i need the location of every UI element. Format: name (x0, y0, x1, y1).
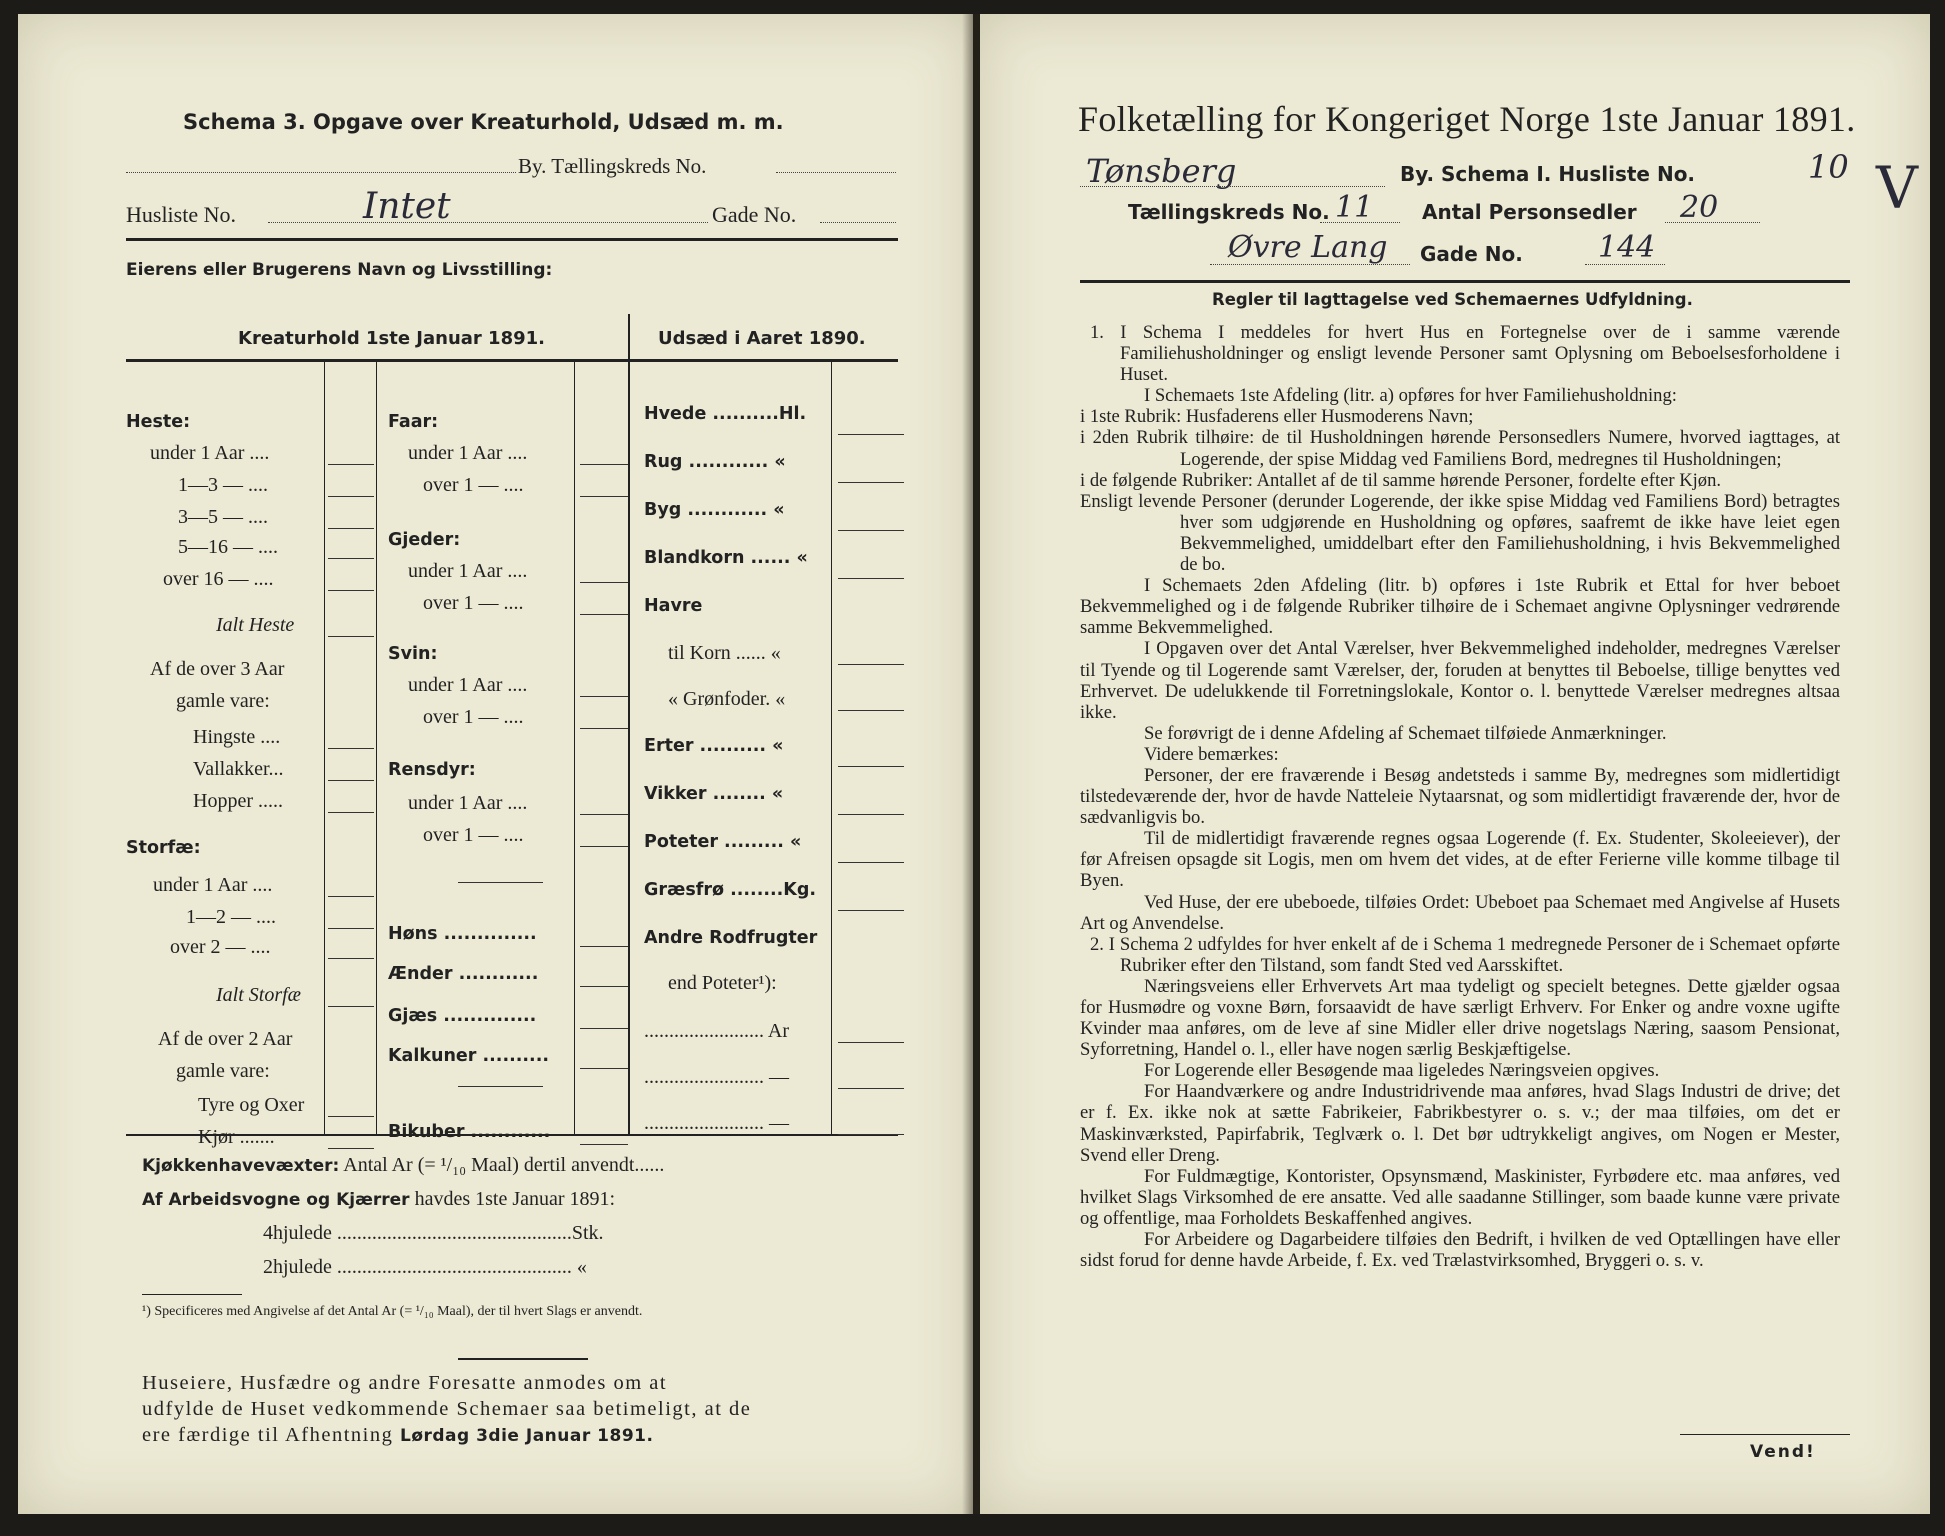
col1-row: 1—2 — .... (186, 906, 276, 928)
col3-row: Vikker ........ « (644, 784, 784, 804)
rule-paragraph: 1. I Schema I meddeles for hvert Hus en Fortegnelse over de i samme værende Familiehusholdninger og ensligt levende Personer samt Oplysning om Beboelsesforholdene i Huset. (1090, 322, 1840, 386)
col2-row: Ænder ............ (388, 964, 539, 984)
rules-body (1080, 322, 1840, 1271)
left-page (18, 14, 973, 1514)
col3-row: ........................ Ar (644, 1020, 789, 1042)
gade-label-right: Gade No. (1420, 242, 1523, 266)
rule-paragraph: i 2den Rubrik tilhøire: de til Husholdningen hørende Personsedlers Numere, hvorved iagttages, at Logerende, der spise Middag ved Familiens Bord, medregnes til Husholdningen; (1080, 427, 1840, 470)
entry-line[interactable] (580, 1144, 628, 1145)
entry-line[interactable] (328, 1148, 374, 1149)
town-handwritten: Tønsberg (1086, 152, 1237, 190)
rule-paragraph: Se forøvrigt de i denne Afdeling af Schemaet tilføiede Anmærkninger. (1144, 722, 1667, 744)
col2-row: Høns .............. (388, 924, 537, 944)
col1-row: Kjør ....... (198, 1126, 275, 1148)
census-title: Folketælling for Kongeriget Norge 1ste Januar 1891. (1078, 99, 1856, 139)
gade-number: 144 (1598, 230, 1656, 265)
kjokken-text: Antal Ar (= ¹/₁₀ Maal) dertil anvendt...... (343, 1154, 665, 1176)
fire-hjulede: 4hjulede ...............................................Stk. (263, 1222, 604, 1244)
entry-line[interactable] (580, 496, 628, 497)
col1-row: gamle vare: (176, 690, 270, 712)
by-schema-label: By. Schema I. Husliste No. (1400, 162, 1696, 186)
col2-row: Rensdyr: (388, 760, 476, 780)
divider-dash (458, 882, 543, 883)
col3-row: Erter .......... « (644, 736, 784, 756)
rules-title: Regler til Iagttagelse ved Schemaernes Udfyldning. (1212, 290, 1693, 309)
entry-line[interactable] (838, 664, 904, 665)
col1-row: under 1 Aar .... (153, 874, 273, 896)
col2-row: Faar: (388, 412, 439, 432)
col1-row: Ialt Heste (216, 614, 295, 636)
col2-row: over 1 — .... (423, 474, 524, 496)
col-line (831, 362, 832, 1134)
street-handwritten: Øvre Lang (1228, 230, 1388, 265)
entry-line[interactable] (838, 766, 904, 767)
col3-row: Andre Rodfrugter (644, 928, 818, 948)
notice-2: udfylde de Huset vedkommende Schemaer saa betimeligt, at de (142, 1398, 752, 1420)
col3-row: end Poteter¹): (668, 972, 777, 994)
udsaed-header: Udsæd i Aaret 1890. (658, 328, 866, 349)
entry-line[interactable] (328, 590, 374, 591)
col2-row: over 1 — .... (423, 706, 524, 728)
rule-paragraph: i de følgende Rubriker: Antallet af de til samme hørende Personer, fordelte efter Kjøn. (1080, 469, 1722, 491)
entry-line[interactable] (580, 814, 628, 815)
rule-paragraph: Til de midlertidigt fraværende regnes ogsaa Logerende (f. Ex. Studenter, Skoleeiever), der før Afreisen opsagde sit Logis, men om hvem det vides, at de efter Ferierne ville komme tilbage til Byen. (1080, 828, 1840, 892)
entry-line[interactable] (580, 1068, 628, 1069)
arbeid-line (142, 1188, 615, 1211)
kreds-line (1320, 222, 1400, 223)
entry-line[interactable] (580, 696, 628, 697)
rule-paragraph: For Haandværkere og andre Industridrivende maa anføres, hvad Slags Industri de drive; det er f. Ex. ikke nok at sætte Fabrikeier, Fabrikbestyrer o. s. v.; der maa tilføies, om det er Maskinværksted, Papirfabrik, Teglværk o. l. Det bør udtrykkeligt angives, om Nogen er Mester, Svend eller Dreng. (1080, 1081, 1840, 1166)
col3-row: Rug ............ « (644, 452, 786, 472)
col1-row: under 1 Aar .... (150, 442, 270, 464)
personsedler-label: Antal Personsedler (1422, 200, 1637, 224)
personsedler-number: 20 (1680, 190, 1719, 225)
husliste-label: Husliste No. (126, 202, 236, 227)
notice-3-line (142, 1424, 653, 1447)
entry-line[interactable] (328, 528, 374, 529)
rule-paragraph: Næringsveiens eller Erhvervets Art maa tydeligt og specielt betegnes. Dette gjælder ogsaa for Husmødre og voxne Børn, forsaavidt de have særligt Erhverv. For Enker og andre voxne ugifte Kvinder maa anføres, om de leve af sine Midler eller drive nogetslags Næring, saasom Pensionat, Syforretning, Handel o. l., eller have nogen særlig Beskjæftigelse. (1080, 975, 1840, 1061)
arbeid-label: Af Arbeidsvogne og Kjærrer (142, 1190, 410, 1210)
vend-rule (1680, 1434, 1850, 1435)
col1-row: Ialt Storfæ (216, 984, 302, 1006)
husliste-number: 10 (1808, 148, 1849, 186)
col2-row: over 1 — .... (423, 824, 524, 846)
entry-line[interactable] (838, 1088, 904, 1089)
col-line (376, 362, 377, 1134)
col2-row: under 1 Aar .... (408, 560, 528, 582)
col2-row: Bikuber ............ (388, 1122, 551, 1142)
col1-row: Af de over 2 Aar (158, 1028, 293, 1050)
notice-1: Huseiere, Husfædre og andre Foresatte anmodes om at (142, 1372, 668, 1394)
notice-rule (458, 1358, 588, 1360)
col2-row: Svin: (388, 644, 438, 664)
entry-line[interactable] (328, 558, 374, 559)
entry-line[interactable] (328, 1006, 374, 1007)
col1-row: over 16 — .... (163, 568, 274, 590)
entry-line[interactable] (328, 1116, 374, 1117)
entry-line[interactable] (580, 464, 628, 465)
entry-line[interactable] (328, 464, 374, 465)
entry-line[interactable] (328, 636, 374, 637)
kreaturhold-header: Kreaturhold 1ste Januar 1891. (238, 328, 545, 349)
col3-row: Poteter ......... « (644, 832, 802, 852)
entry-line[interactable] (580, 846, 628, 847)
entry-line[interactable] (838, 862, 904, 863)
entry-line[interactable] (838, 482, 904, 483)
entry-line[interactable] (328, 928, 374, 929)
arbeid-text: havdes 1ste Januar 1891: (414, 1188, 616, 1210)
col1-row: Hingste .... (193, 726, 281, 748)
gade-line (820, 222, 896, 223)
col3-row: ........................ — (644, 1066, 789, 1088)
col3-row: Græsfrø ........Kg. (644, 880, 817, 900)
husliste-handwritten: Intet (363, 186, 451, 227)
right-header-rule (1080, 280, 1850, 283)
col2-row: Gjæs .............. (388, 1006, 537, 1026)
town-line (1080, 186, 1385, 187)
kreds-number: 11 (1335, 190, 1374, 225)
entry-line[interactable] (580, 728, 628, 729)
col3-row: Byg ............ « (644, 500, 785, 520)
gade-line-right (1585, 264, 1665, 265)
col1-row: Storfæ: (126, 838, 201, 858)
personsedler-line (1665, 222, 1760, 223)
entry-line[interactable] (580, 582, 628, 583)
col3-row: Blandkorn ...... « (644, 548, 808, 568)
col3-row: Havre (644, 596, 703, 616)
col3-row: « Grønfoder. « (668, 688, 786, 710)
notice-date: Lørdag 3die Januar 1891. (399, 1426, 654, 1446)
rule-paragraph: I Schemaets 2den Afdeling (litr. b) opføres i 1ste Rubrik et Ettal for hver beboet Bekvemmelighed og i de følgende Rubriker tilhøire de i Schemaet angivne Oplysninger vedrørende samme Bekvemmelighed. (1080, 575, 1840, 639)
entry-line[interactable] (838, 1134, 904, 1135)
rule-paragraph: 2. I Schema 2 udfyldes for hver enkelt af de i Schema 1 medregnede Personer de i Schemaet opførte Rubriker efter den Tilstand, som fandt Sted ved Aarsskiftet. (1090, 933, 1840, 976)
col1-row: gamle vare: (176, 1060, 270, 1082)
entry-line[interactable] (838, 910, 904, 911)
col1-row: 3—5 — .... (178, 506, 268, 528)
footnote-rule (142, 1294, 242, 1295)
col1-row: Vallakker... (193, 758, 284, 780)
entry-line[interactable] (838, 710, 904, 711)
street-line (1210, 264, 1410, 265)
rule-paragraph: Ensligt levende Personer (derunder Logerende, der ikke spise Middag ved Familiens Bord) betragtes hver som udgjørende en Husholdning og opføres, saafremt de ikke have leiet egen Bekvemmelighed, umiddelbart efter den Familiehusholdning, i hvis Bekvemmelighed de bo. (1080, 490, 1840, 576)
col2-row: Kalkuner .......... (388, 1046, 549, 1066)
vend-label: Vend! (1750, 1442, 1816, 1462)
entry-line[interactable] (328, 496, 374, 497)
entry-line[interactable] (580, 1028, 628, 1029)
rule-paragraph: I Schemaets 1ste Afdeling (litr. a) opføres for hver Familiehusholdning: (1144, 385, 1677, 407)
husliste-line (268, 222, 708, 223)
col-line (628, 314, 630, 1134)
rule-paragraph: Ved Huse, der ere ubeboede, tilføies Ordet: Ubeboet paa Schemaet med Angivelse af Husets Art og Anvendelse. (1080, 891, 1840, 934)
col1-row: Hopper ..... (193, 790, 283, 812)
kjokken-line (142, 1154, 664, 1177)
col3-row: til Korn ...... « (668, 642, 781, 664)
rule-paragraph: For Logerende eller Besøgende maa ligeledes Næringsveien opgives. (1144, 1060, 1660, 1082)
by-line (126, 172, 516, 173)
divider-dash (458, 1086, 543, 1087)
check-mark: V (1876, 154, 1918, 222)
col1-row: over 2 — .... (170, 936, 271, 958)
col3-row: Hvede ..........Hl. (644, 404, 807, 424)
col-line (324, 362, 325, 1134)
gade-label: Gade No. (712, 202, 797, 227)
entry-line[interactable] (838, 814, 904, 815)
kjokken-label: Kjøkkenhavevæxter: (142, 1156, 340, 1176)
kreds-line (776, 172, 896, 173)
by-label: By. Tællingskreds No. (518, 154, 707, 178)
footnote: ¹) Specificeres med Angivelse af det Antal Ar (= ¹/₁₀ Maal), der til hvert Slags er anvendt. (142, 1304, 643, 1319)
owner-label: Eierens eller Brugerens Navn og Livsstilling: (126, 260, 553, 280)
col1-row: Af de over 3 Aar (150, 658, 285, 680)
entry-line[interactable] (838, 578, 904, 579)
col3-row: ........................ — (644, 1112, 789, 1134)
entry-line[interactable] (580, 614, 628, 615)
col1-row: Heste: (126, 412, 191, 432)
col2-row: under 1 Aar .... (408, 792, 528, 814)
col2-row: under 1 Aar .... (408, 442, 528, 464)
entry-line[interactable] (580, 946, 628, 947)
col2-row: Gjeder: (388, 530, 461, 550)
entry-line[interactable] (328, 780, 374, 781)
col1-row: 5—16 — .... (178, 536, 278, 558)
entry-line[interactable] (838, 1042, 904, 1043)
entry-line[interactable] (838, 434, 904, 435)
col2-row: over 1 — .... (423, 592, 524, 614)
right-page (980, 14, 1930, 1514)
to-hjulede: 2hjulede ............................................... « (263, 1256, 587, 1278)
notice-3: ere færdige til Afhentning (142, 1424, 394, 1446)
rule-paragraph: Personer, der ere fraværende i Besøg andetsteds i samme By, medregnes som midlertidigt tilstedeværende der, hvor de havde Natteleie Nytaarsnat, og som midlertidigt fraværende der, hvor de sædvanligvis bo. (1080, 764, 1840, 829)
entry-line[interactable] (580, 986, 628, 987)
entry-line[interactable] (328, 896, 374, 897)
col-line (574, 362, 575, 1134)
rule-paragraph: I Opgaven over det Antal Værelser, hver Bekvemmelighed indeholder, medregnes Værelser til Tyende og til Logerende samt Værelser, der, foruden at benyttes til Beboelse, tillige benyttes ved Erhvervet. De udelukkende til Forretningslokale, Kontor o. l. benyttede Værelser medregnes altsaa ikke. (1080, 638, 1840, 723)
header-rule (126, 238, 898, 241)
col1-row: 1—3 — .... (178, 474, 268, 496)
rule-paragraph: For Fuldmægtige, Kontorister, Opsynsmænd, Maskinister, Fyrbødere etc. maa anføres, ved hvilket Slags Virksomhed de ere ansatte. Ved alle saadanne Stillinger, som baade kunne være private og offentlige, maa Forholdets Beskaffenhed angives. (1080, 1165, 1840, 1229)
col2-row: under 1 Aar .... (408, 674, 528, 696)
rule-paragraph: Videre bemærkes: (1144, 743, 1279, 765)
entry-line[interactable] (328, 958, 374, 959)
schema3-title: Schema 3. Opgave over Kreaturhold, Udsæd m. m. (183, 110, 784, 134)
kreds-label: Tællingskreds No. (1128, 200, 1330, 224)
entry-line[interactable] (328, 812, 374, 813)
rule-paragraph: For Arbeidere og Dagarbeidere tilføies den Bedrift, i hvilken de ved Optællingen have eller sidst forud for denne havde Arbeide, f. Ex. ved Trælastvirksomhed, Bryggeri o. s. v. (1080, 1229, 1840, 1272)
entry-line[interactable] (838, 530, 904, 531)
rule-paragraph: i 1ste Rubrik: Husfaderens eller Husmoderens Navn; (1080, 406, 1474, 428)
table-top-rule (126, 359, 898, 362)
entry-line[interactable] (328, 748, 374, 749)
col1-row: Tyre og Oxer (198, 1094, 305, 1116)
